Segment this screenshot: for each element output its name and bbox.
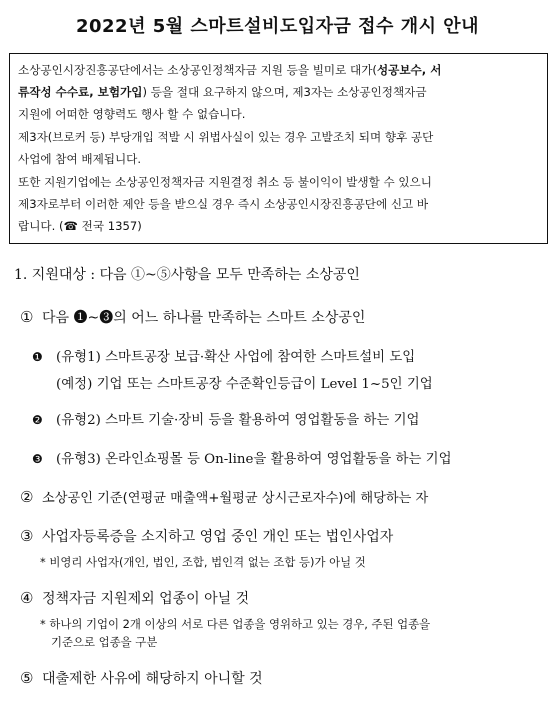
criterion-3-note: * 비영리 사업자(개인, 법인, 조합, 법인격 없는 조합 등)가 아닐 것 xyxy=(40,555,366,569)
warning-paragraph-3: 또한 지원기업에는 소상공인정책자금 지원결정 취소 등 불이익이 발생할 수 있으니 제3자로부터 이러한 제안 등을 받으실 경우 즉시 소상공인시장진흥공단에 신고 바 랍니다. (☎ 전국 1357) xyxy=(18,175,432,233)
type-1-item: ❶ (유형1) 스마트공장 보급·확산 사업에 참여한 스마트설비 도입 xyxy=(32,350,416,365)
criterion-5: ⑤ 대출제한 사유에 해당하지 아니할 것 xyxy=(20,669,263,687)
criterion-4-note: * 하나의 기업이 2개 이상의 서로 다른 업종을 영위하고 있는 경우, 주된 업종을 xyxy=(40,617,431,631)
type-2-item: ❷ (유형2) 스마트 기술·장비 등을 활용하여 영업활동을 하는 기업 xyxy=(32,413,420,428)
type-3-item: ❸ (유형3) 온라인쇼핑몰 등 On-line을 활용하여 영업활동을 하는 기업 xyxy=(32,452,452,467)
criterion-4-note-continued: 기준으로 업종을 구분 xyxy=(51,635,158,649)
page-title: 2022년 5월 스마트설비도입자금 접수 개시 안내 xyxy=(75,16,480,37)
fraud-warning-box xyxy=(9,53,548,244)
section-heading-eligibility: 1. 지원대상 : 다음 ①~⑤사항을 모두 만족하는 소상공인 xyxy=(14,267,360,283)
criterion-3: ③ 사업자등록증을 소지하고 영업 중인 개인 또는 법인사업자 xyxy=(20,527,394,545)
criterion-1: ① 다음 ❶~❸의 어느 하나를 만족하는 스마트 소상공인 xyxy=(20,308,366,326)
criterion-2: ② 소상공인 기준(연평균 매출액+월평균 상시근로자수)에 해당하는 자 xyxy=(20,488,429,506)
criterion-4: ④ 정책자금 지원제외 업종이 아닐 것 xyxy=(20,589,250,607)
warning-paragraph-2: 제3자(브로커 등) 부당개입 적발 시 위법사실이 있는 경우 고발조치 되며 향후 공단 사업에 참여 배제됩니다. xyxy=(18,130,434,166)
warning-paragraph-1: 소상공인시장진흥공단에서는 소상공인정책자금 지원 등을 빌미로 대가(성공보수, 서 류작성 수수료, 보험가입) 등을 절대 요구하지 않으며, 제3자는 소상공인정책자금 지원에 어떠한 영향력도 행사 할 수 없습니다. xyxy=(18,63,442,121)
type-1-item-continued: (예정) 기업 또는 스마트공장 수준확인등급이 Level 1~5인 기업 xyxy=(56,377,433,392)
